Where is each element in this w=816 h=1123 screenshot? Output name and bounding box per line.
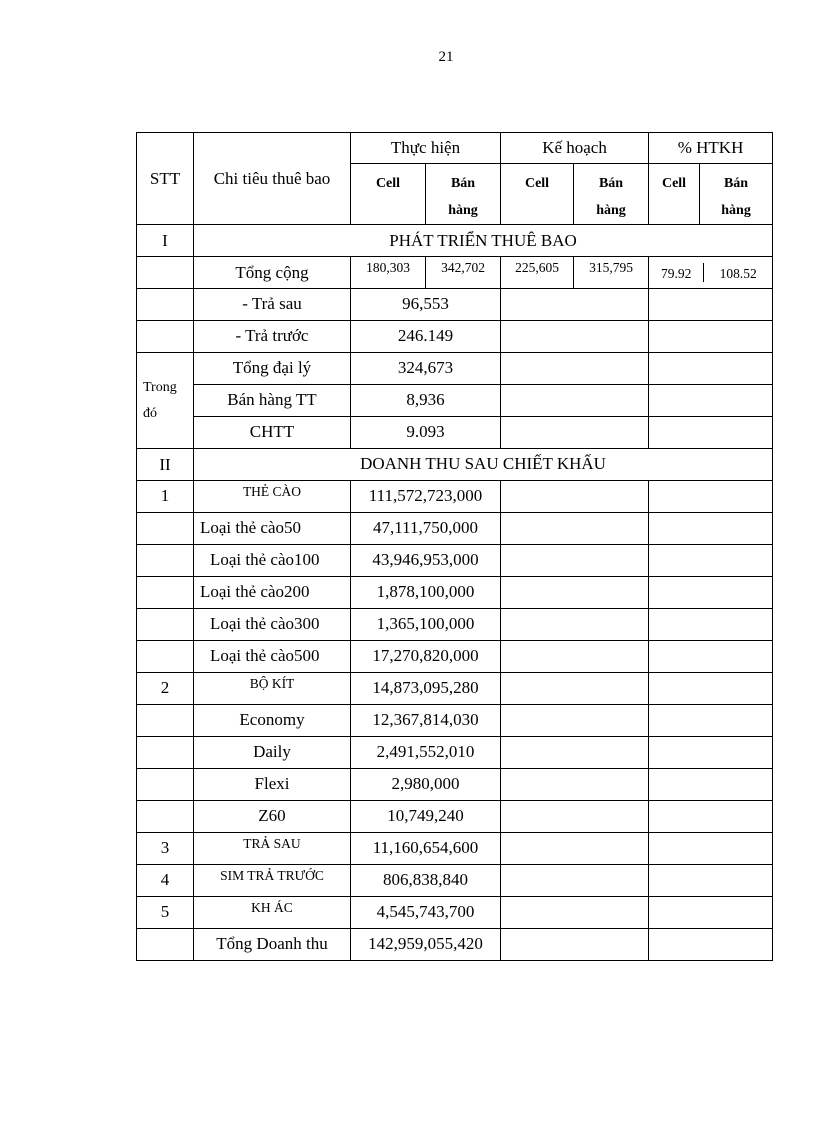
stt-cell [137,929,194,961]
header-chi-tieu: Chi tiêu thuê bao [194,133,351,225]
empty-cell [501,417,649,449]
empty-cell [501,833,649,865]
value-cell: 342,702 [426,257,501,289]
value-cell: 10,749,240 [351,801,501,833]
value-cell: 108.52 [703,263,772,282]
section-stt: II [137,449,194,481]
empty-cell [649,769,773,801]
empty-cell [501,353,649,385]
section-title: PHÁT TRIỂN THUÊ BAO [194,225,773,257]
revenue-row [137,545,773,577]
empty-cell [501,865,649,897]
stt-cell [137,801,194,833]
row-label: Loại thẻ cào50 [194,513,351,545]
empty-cell [649,737,773,769]
value-cell: 806,838,840 [351,865,501,897]
row-label: Z60 [194,801,351,833]
revenue-row [137,897,773,929]
subheader-cell: Cell [649,164,700,225]
revenue-row [137,481,773,513]
empty-cell [501,577,649,609]
empty-cell [649,833,773,865]
row-label: - Trả trước [194,321,351,353]
empty-cell [501,609,649,641]
stt-cell: 5 [137,897,194,929]
value-cell: 1,878,100,000 [351,577,501,609]
empty-cell [501,769,649,801]
revenue-row [137,737,773,769]
htkh-pair [649,257,773,289]
value-cell: 315,795 [574,257,649,289]
stt-cell [137,321,194,353]
revenue-row [137,801,773,833]
empty-cell [501,513,649,545]
row-label: KH ÁC [194,897,351,929]
section-stt: I [137,225,194,257]
stt-cell [137,641,194,673]
value-cell: 12,367,814,030 [351,705,501,737]
row-label: Tổng Doanh thu [194,929,351,961]
empty-cell [649,385,773,417]
stt-cell [137,577,194,609]
revenue-row [137,865,773,897]
value-cell: 2,491,552,010 [351,737,501,769]
value-cell: 111,572,723,000 [351,481,501,513]
row-label: BỘ KÍT [194,673,351,705]
row-label: THẺ CÀO [194,481,351,513]
revenue-row [137,929,773,961]
empty-cell [649,673,773,705]
row-label: Tổng cộng [194,257,351,289]
row-label: CHTT [194,417,351,449]
value-cell: 11,160,654,600 [351,833,501,865]
value-cell: 9.093 [351,417,501,449]
stt-cell [137,545,194,577]
header-stt: STT [137,133,194,225]
empty-cell [649,481,773,513]
revenue-row [137,609,773,641]
header-thuc-hien: Thực hiện [351,133,501,164]
empty-cell [501,545,649,577]
stt-cell [137,705,194,737]
value-cell: 246.149 [351,321,501,353]
subheader-cell: Cell [351,164,426,225]
stt-cell: 3 [137,833,194,865]
empty-cell [649,513,773,545]
row-label: Loại thẻ cào100 [194,545,351,577]
value-cell: 96,553 [351,289,501,321]
trong-do-label: Trong đó [137,353,194,449]
value-cell: 4,545,743,700 [351,897,501,929]
empty-cell [649,577,773,609]
empty-cell [501,897,649,929]
revenue-row [137,705,773,737]
row-label: Daily [194,737,351,769]
row-label: Loại thẻ cào200 [194,577,351,609]
section-title: DOANH THU SAU CHIẾT KHẤU [194,449,773,481]
stt-cell [137,609,194,641]
empty-cell [501,289,649,321]
stt-cell [137,513,194,545]
empty-cell [649,545,773,577]
revenue-row [137,673,773,705]
stt-cell [137,289,194,321]
value-cell: 142,959,055,420 [351,929,501,961]
value-cell: 225,605 [501,257,574,289]
row-label: TRẢ SAU [194,833,351,865]
stt-cell [137,737,194,769]
row-label: Flexi [194,769,351,801]
empty-cell [501,481,649,513]
stt-cell: 4 [137,865,194,897]
revenue-row [137,769,773,801]
empty-cell [501,641,649,673]
revenue-row [137,513,773,545]
row-label: - Trả sau [194,289,351,321]
value-cell: 14,873,095,280 [351,673,501,705]
value-cell: 17,270,820,000 [351,641,501,673]
empty-cell [501,737,649,769]
empty-cell [649,929,773,961]
row-label: Tổng đại lý [194,353,351,385]
row-label: Loại thẻ cào500 [194,641,351,673]
revenue-row [137,577,773,609]
row-label: Economy [194,705,351,737]
subheader-ban-hang: Bán hàng [426,164,501,225]
empty-cell [501,705,649,737]
subheader-cell: Cell [501,164,574,225]
row-label: SIM TRẢ TRƯỚC [194,865,351,897]
stt-cell: 1 [137,481,194,513]
value-cell: 47,111,750,000 [351,513,501,545]
empty-cell [649,801,773,833]
row-label: Bán hàng TT [194,385,351,417]
empty-cell [649,353,773,385]
empty-cell [649,609,773,641]
header-ke-hoach: Kế hoạch [501,133,649,164]
value-cell: 2,980,000 [351,769,501,801]
empty-cell [501,321,649,353]
empty-cell [649,641,773,673]
value-cell: 8,936 [351,385,501,417]
empty-cell [501,385,649,417]
subheader-ban-hang: Bán hàng [574,164,649,225]
empty-cell [649,417,773,449]
subheader-ban-hang: Bán hàng [700,164,773,225]
value-cell: 180,303 [351,257,426,289]
empty-cell [649,897,773,929]
empty-cell [649,865,773,897]
revenue-table [136,132,773,961]
stt-cell: 2 [137,673,194,705]
value-cell: 1,365,100,000 [351,609,501,641]
revenue-row [137,833,773,865]
value-cell: 324,673 [351,353,501,385]
stt-cell [137,257,194,289]
empty-cell [649,705,773,737]
empty-cell [501,929,649,961]
empty-cell [501,801,649,833]
empty-cell [649,321,773,353]
empty-cell [649,289,773,321]
stt-cell [137,769,194,801]
empty-cell [501,673,649,705]
header-htkh: % HTKH [649,133,773,164]
value-cell: 79.92 [660,266,692,281]
value-cell: 43,946,953,000 [351,545,501,577]
page-number: 21 [438,49,454,65]
revenue-row [137,641,773,673]
row-label: Loại thẻ cào300 [194,609,351,641]
